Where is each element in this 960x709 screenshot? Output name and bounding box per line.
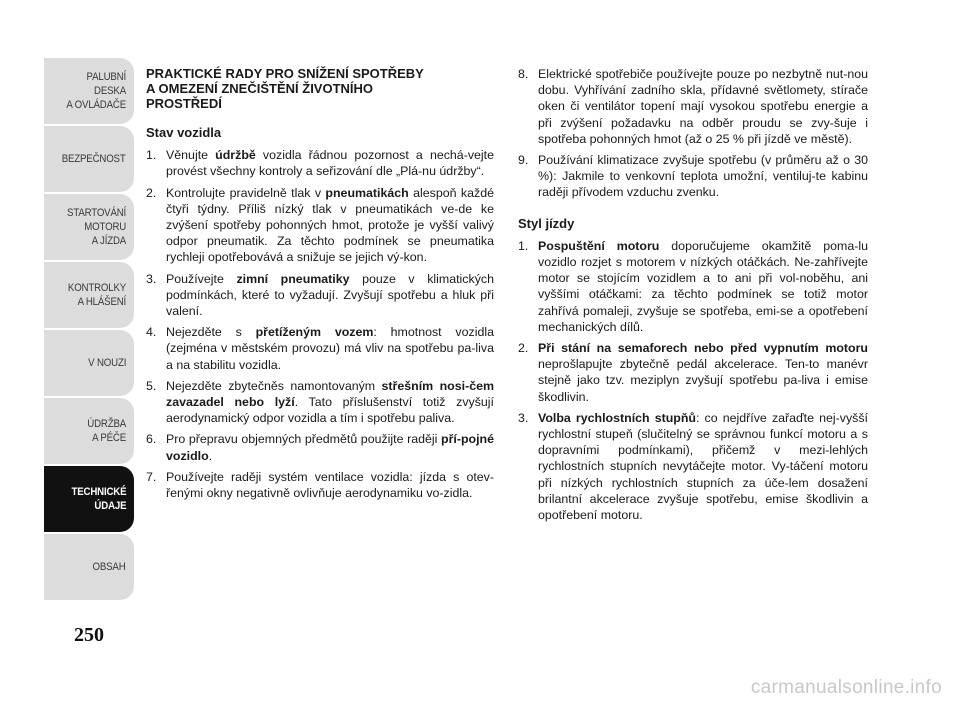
item-text-part: Nejezděte s — [166, 325, 256, 340]
tab-technicke-udaje[interactable] — [44, 466, 134, 532]
tab-kontrolky[interactable] — [44, 262, 134, 328]
item-keyword: střešním nosi-čem zavazadel nebo lyží — [166, 378, 494, 410]
list-item — [146, 469, 494, 501]
item-text — [166, 431, 494, 463]
item-text-part: Kontrolujte pravidelně tlak v — [166, 185, 326, 200]
item-number: 9. — [518, 153, 529, 168]
watermark: carmanualsonline.info — [750, 677, 942, 698]
item-text — [538, 238, 868, 335]
item-keyword: přetíženým vozem — [255, 325, 374, 340]
item-number: 5. — [146, 378, 157, 393]
item-text-part: Elektrické spotřebiče používejte pouze po nezbytně nut-nou dobu. Vyhřívání zadního skla, přídavné světlomety, stírače oken či ventilátor topení mají vysokou spotřebu energie a při zvýšení požadavku na odběr proudu se zvy-šuje i spotřeba pohonných hmot (až o 25 % při jízdě ve městě). — [538, 67, 868, 146]
item-text — [538, 152, 868, 201]
item-text — [166, 378, 494, 427]
subhead-styl-jizdy: Styl jízdy — [518, 215, 575, 231]
tab-label: PALUBNÍ DESKA A OVLÁDAČE — [66, 71, 126, 111]
item-keyword: Pospuštění motoru — [538, 238, 660, 253]
item-text-part: alespoň každé čtyři týdny. Příliš nízký tlak v pneumatikách ve-de ke zvýšení spotřeby pohonných hmot, protože je vyšší valivý odpor pneumatik. Za těchto podmínek se pneumatika rychleji opotřebovává a snižuje se jejich vý-kon. — [166, 185, 494, 265]
item-number: 1. — [146, 148, 157, 163]
tab-udrzba[interactable] — [44, 398, 134, 464]
item-number: 4. — [146, 325, 157, 340]
item-text-part: . Tato příslušenství totiž zvyšují aerodynamický odpor vozidla a tím i spotřebu paliva. — [166, 395, 494, 426]
tab-label: KONTROLKY A HLÁŠENÍ — [67, 282, 126, 308]
list-item — [146, 431, 494, 463]
tab-label: V NOUZI — [87, 357, 126, 369]
item-text — [166, 324, 494, 373]
item-number: 3. — [146, 271, 157, 286]
item-text-part: doporučujeme okamžitě poma-lu vozidlo rozjet s motorem v nízkých otáčkách. Ne-zahřívejte motor se stojícím vozidlem a to ani při vol-noběhu, ani vyššími otáčkami: za těchto podmínek se totiž motor zahřívá pomaleji, zvyšuje se spotřeba, emi-se a opotřebení mechanických dílů. — [538, 238, 868, 334]
right-list-a — [518, 66, 868, 201]
item-number: 1. — [518, 238, 529, 253]
item-text-part: Používejte — [166, 271, 237, 286]
item-text-part: : co nejdříve zařaďte nej-vyšší rychlostní stupeň (slučitelný se správnou funkcí motoru a s dopravními podmínkami), přičemž v mezi-lehlých rychlostních stupních nevytáčejte motor. Vy-táčení motoru při nízkých rychlostních stupních za úče-lem dosažení brilantní akcelerace zvyšuje spotřebu, emise škodlivin a opotřebení motoru. — [538, 410, 868, 523]
item-text — [166, 185, 494, 266]
item-keyword: Volba rychlostních stupňů — [538, 410, 696, 425]
list-item — [518, 66, 868, 147]
list-item — [146, 147, 494, 179]
item-text-part: neprošlapujte zbytečně pedál akcelerace. Ten-to manévr stejně jako tzv. meziplyn zvyšují spotřebu pa-liva i emise škodlivin. — [538, 357, 868, 404]
item-number: 7. — [146, 469, 157, 484]
item-keyword: pří-pojné vozidlo — [166, 432, 494, 463]
item-keyword: pneumatikách — [325, 185, 409, 200]
item-text-part: pouze v klimatických podmínkách, které to vyžadují. Zvyšují spotřebu a hluk při valení. — [166, 271, 494, 319]
item-text — [166, 469, 494, 501]
item-number: 8. — [518, 67, 529, 81]
item-text — [166, 147, 494, 179]
item-text-part: vozidla řádnou pozornost a nechá-vejte provést všechny kontroly a seřizování dle „Plá-nu údržby“. — [166, 148, 495, 179]
item-text — [538, 410, 868, 523]
item-text-part: . — [208, 448, 213, 463]
list-item — [146, 271, 494, 320]
item-number: 6. — [146, 432, 157, 447]
subhead-stav-vozidla: Stav vozidla — [146, 125, 222, 140]
item-text-part: Používejte raději systém ventilace vozidla: jízda s otev-řenými okny negativně ovlivňuje aerodynamiku vo-zidla. — [166, 469, 494, 501]
list-item — [518, 238, 868, 335]
tab-label: OBSAH — [92, 561, 126, 573]
list-item — [146, 324, 494, 373]
item-text — [538, 66, 868, 147]
item-keyword: zimní pneumatiky — [236, 271, 350, 286]
tab-v-nouzi[interactable] — [44, 330, 134, 396]
tab-label: TECHNICKÉ ÚDAJE — [71, 486, 126, 512]
item-text-part: Nejezděte zbytečněs namontovaným — [166, 378, 382, 393]
item-text-part: Věnujte — [166, 148, 216, 163]
section-title: PRAKTICKÉ RADY PRO SNÍŽENÍ SPOTŘEBY A OMEZENÍ ZNEČIŠTĚNÍ ŽIVOTNÍHO PROSTŘEDÍ — [146, 66, 424, 111]
left-column — [146, 66, 494, 506]
item-keyword: Při stání na semaforech nebo před vypnutím motoru — [538, 341, 868, 356]
item-text-part: : hmotnost vozidla (zejména v městském provozu) má vliv na spotřebu pa-liva a na stabilitu vozidla. — [166, 325, 495, 372]
item-number: 2. — [146, 185, 157, 200]
left-list — [146, 147, 494, 501]
tab-palubni-deska[interactable] — [44, 58, 134, 124]
page-number: 250 — [74, 624, 104, 646]
list-item — [518, 152, 868, 201]
item-number: 2. — [518, 341, 529, 356]
item-text-part: Používání klimatizace zvyšuje spotřebu (v průměru až o 30 %): Jakmile to venkovní teplota umožní, ventiluj-te kabinu raději přívodem vzduchu zvenku. — [538, 153, 868, 200]
item-text — [538, 340, 868, 405]
tab-bezpecnost[interactable] — [44, 126, 134, 192]
list-item — [518, 340, 868, 405]
item-text — [166, 271, 494, 320]
item-text-part: Pro přepravu objemných předmětů použijte raději — [166, 432, 441, 447]
item-number: 3. — [518, 410, 529, 425]
right-column — [518, 66, 868, 528]
list-item — [518, 410, 868, 523]
tab-startovani[interactable] — [44, 194, 134, 260]
list-item — [146, 378, 494, 427]
list-item — [146, 185, 494, 266]
tab-label: BEZPEČNOST — [62, 153, 126, 165]
right-list-b — [518, 238, 868, 523]
tab-label: ÚDRŽBA A PÉČE — [87, 418, 126, 444]
item-keyword: údržbě — [215, 148, 256, 163]
sidebar-nav — [44, 58, 134, 602]
tab-label: STARTOVÁNÍ MOTORU A JÍZDA — [66, 207, 126, 247]
tab-obsah[interactable] — [44, 534, 134, 600]
